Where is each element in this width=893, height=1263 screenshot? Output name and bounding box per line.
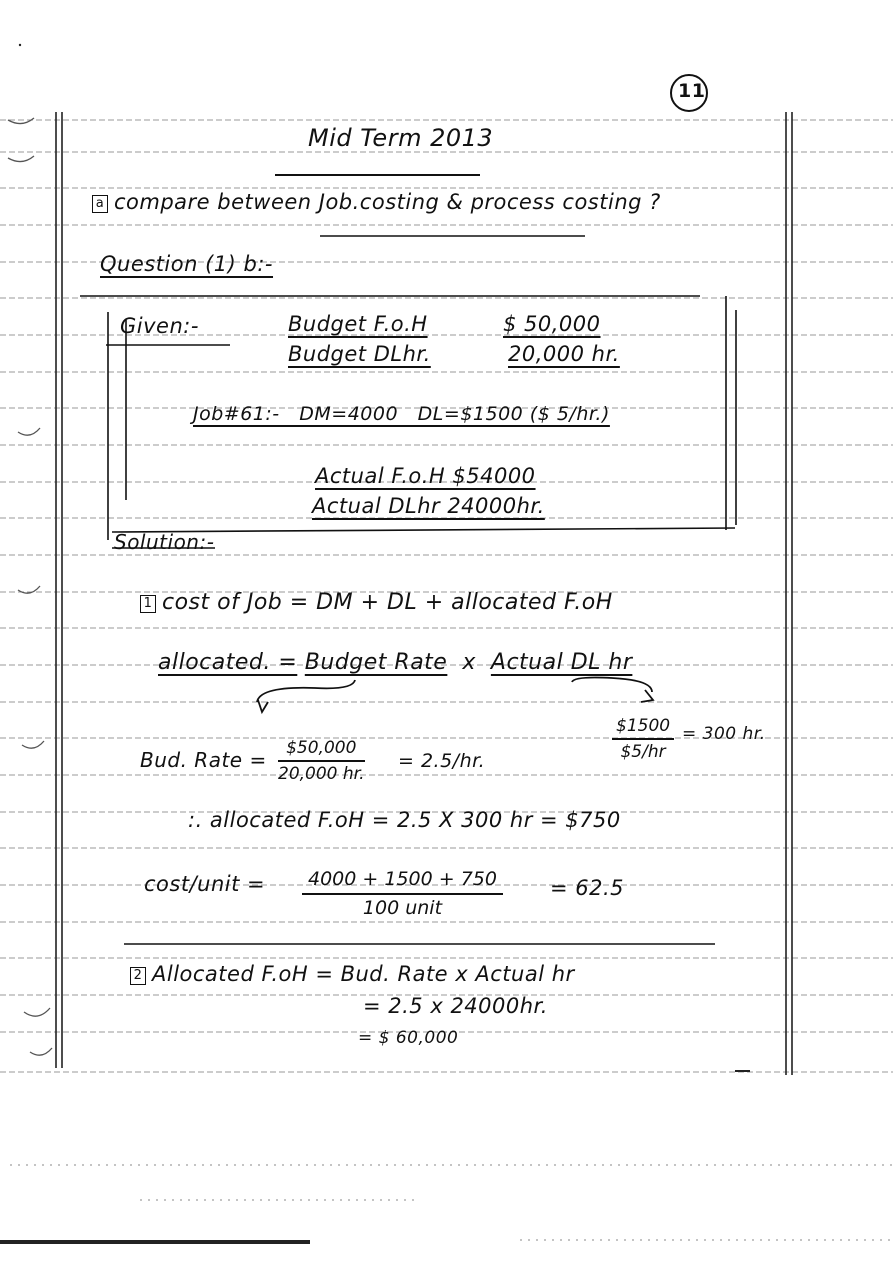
cost-unit-den: 100 unit [362,897,443,919]
budget-foh-value: $ 50,000 [503,312,601,336]
cost-unit-label: cost/unit = [144,872,266,896]
step1-marker: 1 [140,595,156,613]
question-a-marker: a [92,195,108,213]
budget-dlhr-label: Budget DLhr. [288,342,431,366]
cost-unit-num: 4000 + 1500 + 750 [302,868,503,895]
bud-rate-fraction [278,738,365,784]
question-label: Question (1) b:- [100,252,274,276]
bud-rate-label: Bud. Rate = [140,748,267,772]
actual-dlhr: Actual DLhr 24000hr. [312,494,545,518]
allocated-formula [158,650,632,675]
given-label: Given:- [120,314,199,338]
budget-dlhr-value: 20,000 hr. [508,342,620,366]
hours-fraction-num: $1500 [612,716,674,740]
hours-fraction [612,716,674,762]
hours-fraction-result: = 300 hr. [682,724,766,744]
bud-rate-den: 20,000 hr. [278,764,365,784]
hours-fraction-den: $5/hr [620,742,666,762]
cost-of-job-formula: cost of Job = DM + DL + allocated F.oH [162,590,613,615]
step2-marker: 2 [130,967,146,985]
page-number: 11 [678,80,706,102]
step2-formula: Allocated F.oH = Bud. Rate x Actual hr [152,962,575,986]
step2-line2: = 2.5 x 24000hr. [363,994,548,1018]
step2-line1 [130,962,575,986]
step2-line3: = $ 60,000 [358,1028,459,1048]
allocated-calc: :. allocated F.oH = 2.5 X 300 hr = $750 [188,808,621,832]
job-line: Job#61:- DM=4000 DL=$1500 ($ 5/hr.) [193,403,610,425]
actual-foh: Actual F.o.H $54000 [315,464,536,488]
allocated-times: x [462,650,476,675]
budget-foh-label: Budget F.o.H [288,312,428,336]
question-a [92,190,661,214]
cost-unit-fraction [302,868,503,919]
allocated-actual: Actual DL hr [490,650,633,675]
page-title: Mid Term 2013 [308,124,494,152]
question-a-text: compare between Job.costing & process costing ? [114,190,661,214]
allocated-budget-rate: Budget Rate [304,650,448,675]
solution-label: Solution:- [114,530,215,554]
bud-rate-result: = 2.5/hr. [398,750,486,772]
bud-rate-num: $50,000 [278,738,365,762]
allocated-prefix: allocated. = [158,650,298,675]
cost-unit-result: = 62.5 [550,876,625,900]
step1-cost-of-job [140,590,613,615]
